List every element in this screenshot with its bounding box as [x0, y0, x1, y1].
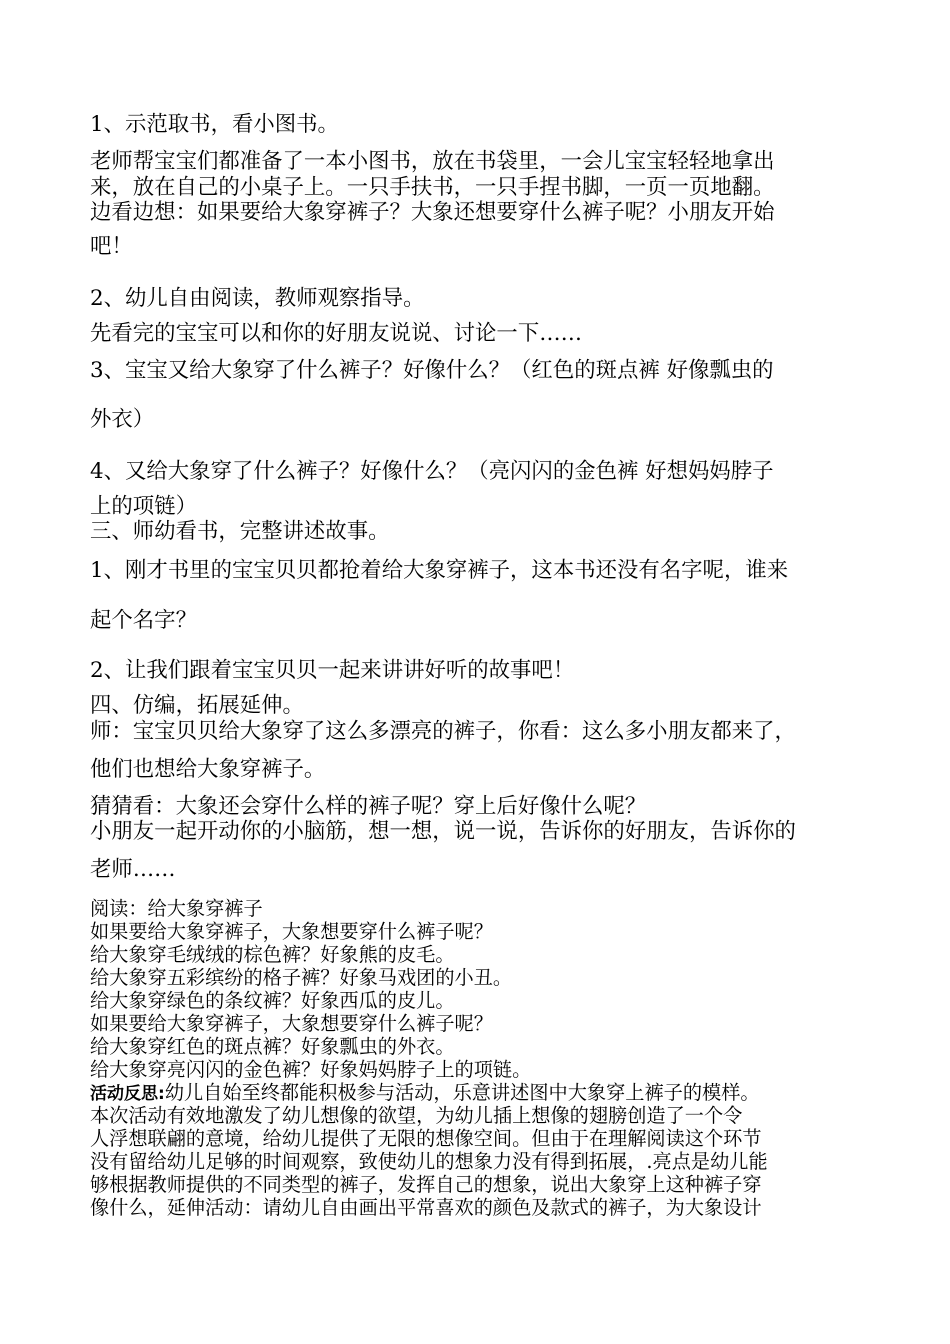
paragraph-line: 1、刚才书里的宝宝贝贝都抢着给大象穿裤子，这本书还没有名字呢，谁来	[90, 558, 789, 583]
reflection-line: 本次活动有效地激发了幼儿想像的欲望，为幼儿插上想像的翅膀创造了一个令	[90, 1104, 743, 1127]
paragraph-line: 来，放在自己的小桌子上。一只手扶书，一只手捏书脚，一页一页地翻。	[90, 175, 775, 200]
reading-line: 给大象穿五彩缤纷的格子裤？好象马戏团的小丑。	[90, 966, 513, 989]
reading-line: 给大象穿绿色的条纹裤？好象西瓜的皮儿。	[90, 989, 455, 1012]
reading-line: 如果要给大象穿裤子，大象想要穿什么裤子呢？	[90, 1012, 493, 1035]
paragraph-line: 猜猜看：大象还会穿什么样的裤子呢？穿上后好像什么呢？	[90, 794, 647, 819]
reflection-line: 没有留给幼儿足够的时间观察，致使幼儿的想象力没有得到拓展，.亮点是幼儿能	[90, 1150, 768, 1173]
reflection-first-line	[90, 1083, 760, 1103]
reflection-label: 活动反思:	[90, 1084, 165, 1104]
step-4-heading: 4、又给大象穿了什么裤子？好像什么？（亮闪闪的金色裤 好想妈妈脖子	[90, 459, 774, 484]
paragraph-line: 师：宝宝贝贝给大象穿了这么多漂亮的裤子，你看：这么多小朋友都来了，	[90, 719, 796, 744]
reflection-line: 像什么，延伸活动：请幼儿自由画出平常喜欢的颜色及款式的裤子，为大象设计	[90, 1196, 762, 1219]
reading-title: 阅读：给大象穿裤子	[90, 897, 263, 920]
section-4-heading: 四、仿编，拓展延伸。	[90, 693, 304, 718]
reading-line: 如果要给大象穿裤子，大象想要穿什么裤子呢？	[90, 920, 493, 943]
paragraph-line: 小朋友一起开动你的小脑筋，想一想，说一说，告诉你的好朋友，告诉你的	[90, 819, 796, 844]
paragraph-line: 边看边想：如果要给大象穿裤子？大象还想要穿什么裤子呢？小朋友开始	[90, 200, 775, 225]
paragraph-line: 外衣）	[90, 407, 155, 432]
section-3-heading: 三、师幼看书，完整讲述故事。	[90, 519, 390, 544]
reading-line: 给大象穿毛绒绒的棕色裤？好象熊的皮毛。	[90, 943, 455, 966]
document-page	[90, 0, 880, 1344]
paragraph-line: 先看完的宝宝可以和你的好朋友说说、讨论一下……	[90, 321, 582, 346]
reflection-line: 够根据教师提供的不同类型的裤子，发挥自己的想象，说出大象穿上这种裤子穿	[90, 1173, 762, 1196]
reflection-text: 幼儿自始至终都能积极参与活动，乐意讲述图中大象穿上裤子的模样。	[164, 1081, 760, 1104]
step-2-heading: 2、幼儿自由阅读，教师观察指导。	[90, 286, 425, 311]
step-1-heading: 1、示范取书，看小图书。	[90, 112, 339, 137]
paragraph-line: 老师……	[90, 857, 176, 882]
paragraph-line: 吧！	[90, 234, 133, 259]
paragraph-line: 老师帮宝宝们都准备了一本小图书，放在书袋里，一会儿宝宝轻轻地拿出	[90, 149, 775, 174]
step-3-heading: 3、宝宝又给大象穿了什么裤子？好像什么？（红色的斑点裤 好像瓢虫的	[90, 358, 774, 383]
paragraph-line: 2、让我们跟着宝宝贝贝一起来讲讲好听的故事吧！	[90, 658, 575, 683]
paragraph-line: 上的项链）	[90, 494, 197, 519]
reflection-line: 人浮想联翩的意境，给幼儿提供了无限的想像空间。但由于在理解阅读这个环节	[90, 1127, 762, 1150]
reading-line: 给大象穿亮闪闪的金色裤？好象妈妈脖子上的项链。	[90, 1058, 532, 1081]
reading-line: 给大象穿红色的斑点裤？好象瓢虫的外衣。	[90, 1035, 455, 1058]
paragraph-line: 他们也想给大象穿裤子。	[90, 757, 326, 782]
paragraph-line: 起个名字？	[90, 608, 197, 633]
